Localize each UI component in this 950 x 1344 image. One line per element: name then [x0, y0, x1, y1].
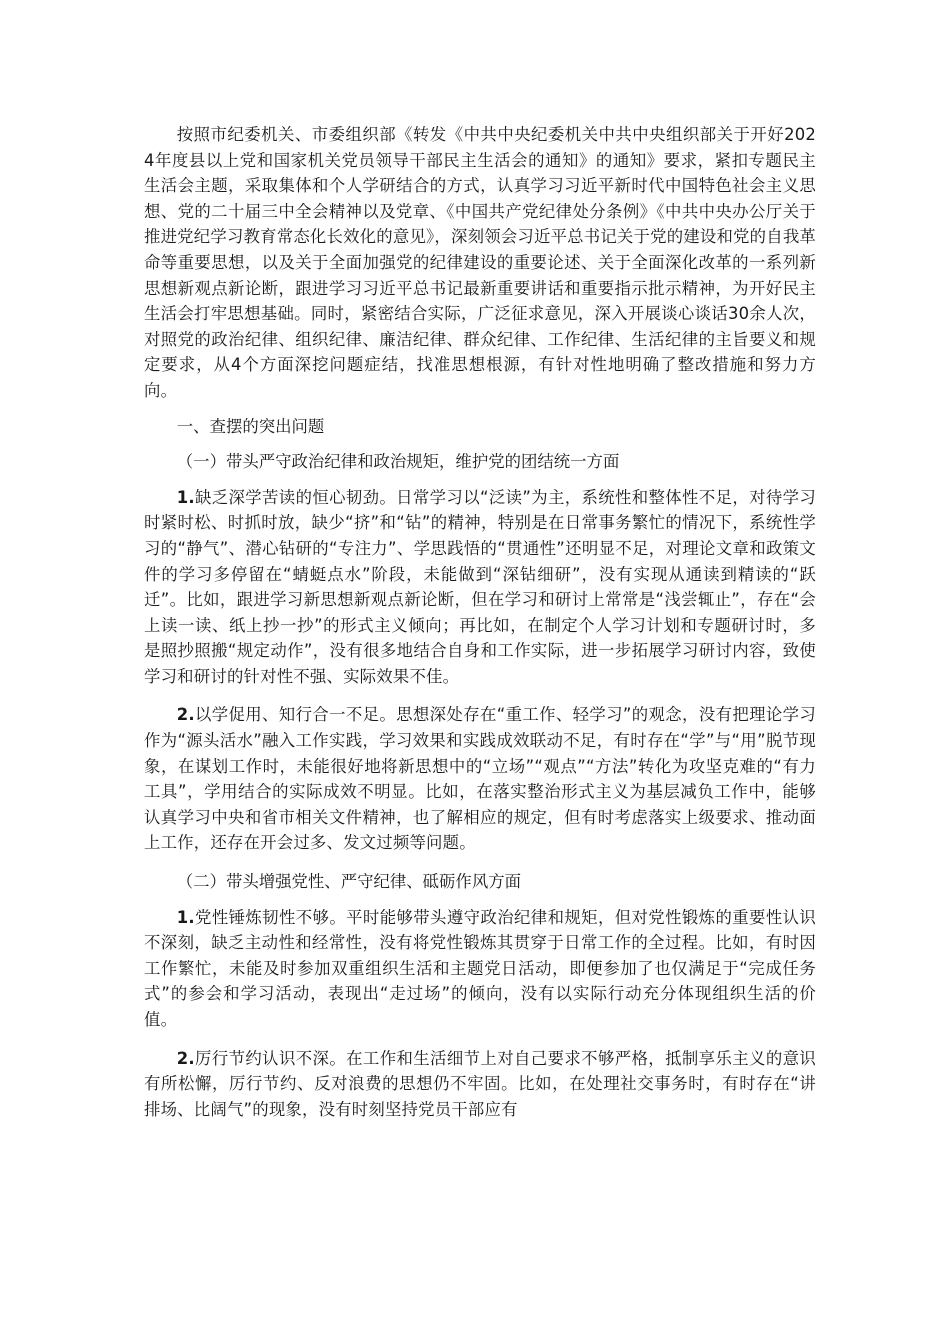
intro-paragraph: 按照市纪委机关、市委组织部《转发《中共中央纪委机关中共中央组织部关于开好2024年度县以上党和国家机关党员领导干部民主生活会的通知》的通知》要求，紧扣专题民主生活会主题，采取集体和个人学研结合的方式，认真学习习近平新时代中国特色社会主义思想、党的二十届三中全会精神以及党章、《中国共产党纪律处分条例》《中共中央办公厅关于推进党纪学习教育常态化长效化的意见》，深刻领会习近平总书记关于党的建设和党的自我革命等重要思想，以及关于全面加强党的纪律建设的重要论述、关于全面深化改革的一系列新思想新观点新论断，跟进学习习近平总书记最新重要讲话和重要指示批示精神，为开好民主生活会打牢思想基础。同时，紧密结合实际，广泛征求意见，深入开展谈心谈话30余人次，对照党的政治纪律、组织纪律、廉洁纪律、群众纪律、工作纪律、生活纪律的主旨要义和规定要求，从4个方面深挖问题症结，找准思想根源，有针对性地明确了整改措施和努力方向。: [144, 125, 817, 400]
item-text: 党性锤炼韧性不够。平时能够带头遵守政治纪律和规矩，但对党性锻炼的重要性认识不深刻，缺乏主动性和经常性，没有将党性锻炼其贯穿于日常工作的全过程。比如，有时因工作繁忙，未能及时参加双重组织生活和主题党日活动，即便参加了也仅满足于“完成任务式”的参会和学习活动，表现出“走过场”的倾向，没有以实际行动充分体现组织生活的价值。: [144, 907, 816, 1029]
subsection-heading-1: （一）带头严守政治纪律和政治规矩，维护党的团结统一方面: [176, 452, 620, 472]
problem-item-2-1: [144, 905, 816, 1033]
document-page: [144, 122, 816, 1122]
item-number: 1.: [176, 487, 195, 507]
item-text: 以学促用、知行合一不足。思想深处存在“重工作、轻学习”的观念，没有把理论学习作为“源头活水”融入工作实践，学习效果和实践成效联动不足，有时存在“学”与“用”脱节现象，在谋划工作时，未能很好地将新思想中的“立场”“观点”“方法”转化为攻坚克难的“有力工具”，学用结合的实际成效不明显。比如，在落实整治形式主义为基层减负工作中，能够认真学习中央和省市相关文件精神，也了解相应的规定，但有时考虑落实上级要求、推动面上工作，还存在开会过多、发文过频等问题。: [144, 705, 816, 853]
problem-item-2-2: [144, 1046, 816, 1123]
section-heading-1: 一、查摆的突出问题: [176, 416, 325, 436]
item-text: 厉行节约认识不深。在工作和生活细节上对自己要求不够严格，抵制享乐主义的意识有所松懈，厉行节约、反对浪费的思想仍不牢固。比如，在处理社交事务时，有时存在“讲排场、比阔气”的现象，没有时刻坚持党员干部应有: [144, 1048, 816, 1119]
problem-item-1-2: [144, 702, 816, 856]
item-text: 缺乏深学苦读的恒心韧劲。日常学习以“泛读”为主，系统性和整体性不足，对待学习时紧时松、时抓时放，缺少“挤”和“钻”的精神，特别是在日常事务繁忙的情况下，系统性学习的“静气”、潜心钻研的“专注力”、学思践悟的“贯通性”还明显不足，对理论文章和政策文件的学习多停留在“蜻蜓点水”阶段，未能做到“深钻细研”，没有实现从通读到精读的“跃迁”。比如，跟进学习新思想新观点新论断，但在学习和研讨上常常是“浅尝辄止”，存在“会上读一读、纸上抄一抄”的形式主义倾向；再比如，在制定个人学习计划和专题研讨时，多是照抄照搬“规定动作”，没有很多地结合自身和工作实际，进一步拓展学习研讨内容，致使学习和研讨的针对性不强、实际效果不佳。: [144, 487, 816, 686]
item-number: 1.: [176, 907, 195, 927]
item-number: 2.: [176, 705, 195, 725]
item-number: 2.: [176, 1048, 195, 1068]
subsection-heading-2: （二）带头增强党性、严守纪律、砥砺作风方面: [176, 872, 521, 892]
problem-item-1-1: [144, 485, 816, 690]
